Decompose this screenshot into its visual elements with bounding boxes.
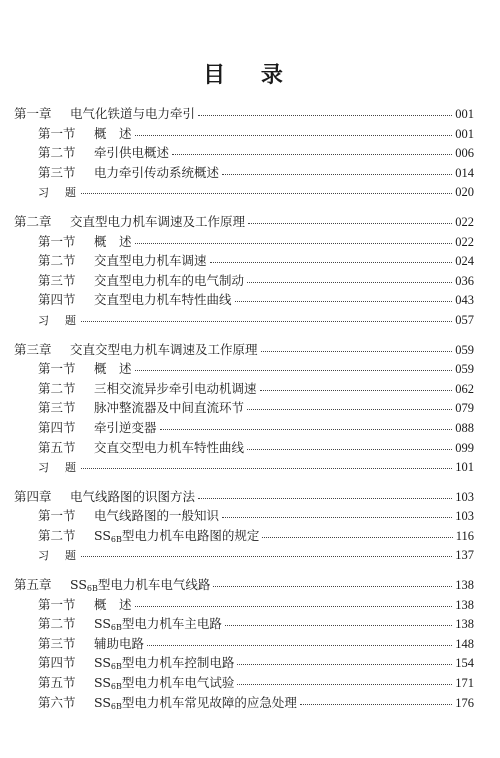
toc-entry-label: 第四章 <box>14 488 52 504</box>
toc-page-number: 006 <box>455 146 474 161</box>
toc-leader-dots <box>247 272 452 283</box>
toc-leader-dots <box>237 674 452 685</box>
toc-entry-label: 第一节 <box>38 233 76 249</box>
toc-page-number: 101 <box>455 460 474 475</box>
toc-entry-label: 第二章 <box>14 213 52 229</box>
toc-page-number: 148 <box>455 636 474 651</box>
toc-entry-title: 辅助电路 <box>94 635 145 651</box>
toc-page-number: 036 <box>455 273 474 288</box>
toc-page-number: 059 <box>455 362 474 377</box>
toc-page-number: 099 <box>455 440 474 455</box>
toc-page-number: 138 <box>455 597 474 612</box>
toc-leader-dots <box>237 654 452 665</box>
toc-leader-dots <box>135 125 453 136</box>
toc-section-row[interactable] <box>14 636 474 656</box>
toc-page-number: 079 <box>455 401 474 416</box>
toc-exercise-row[interactable] <box>14 312 474 332</box>
toc-entry-title: 电气化铁道与电力牵引 <box>70 106 196 121</box>
toc-page-number: 022 <box>455 214 474 229</box>
toc-chapter-row[interactable] <box>14 577 474 597</box>
toc-section-row[interactable] <box>14 361 474 381</box>
toc-entry-title: 牵引逆变器 <box>94 419 157 435</box>
toc-page-number: 024 <box>455 254 474 269</box>
toc-entry-label: 第四节 <box>38 655 76 671</box>
toc-page-number: 138 <box>455 578 474 593</box>
toc-entry-label: 第三章 <box>14 341 52 357</box>
toc-leader-dots <box>260 380 453 391</box>
toc-entry-label: 第一节 <box>38 125 76 141</box>
toc-entry-label: 第一节 <box>38 596 76 612</box>
toc-entry-label: 第二节 <box>38 380 76 396</box>
toc-entry-title: 概 述 <box>94 361 132 377</box>
toc-page-number: 103 <box>455 509 474 524</box>
toc-page-number: 020 <box>455 185 474 200</box>
toc-section-row[interactable] <box>14 508 474 528</box>
toc-leader-dots <box>172 144 452 155</box>
toc-entry-title: 电气线路图的识图方法 <box>70 488 196 504</box>
toc-exercise-row[interactable] <box>14 547 474 567</box>
page-title: 目 录 <box>203 62 297 88</box>
toc-leader-dots <box>160 419 453 430</box>
toc-chapter-row[interactable] <box>14 214 474 234</box>
toc-page-number: 154 <box>455 656 474 671</box>
toc-entry-title: 牵引供电概述 <box>94 145 170 161</box>
toc-entry-title: 概 述 <box>94 125 132 141</box>
toc-leader-dots <box>261 341 453 352</box>
toc-section-row[interactable] <box>14 165 474 185</box>
toc-leader-dots <box>247 399 452 410</box>
toc-leader-dots <box>81 311 452 322</box>
toc-exercise-row[interactable] <box>14 459 474 479</box>
toc-section-row[interactable] <box>14 655 474 675</box>
toc-entry-label: 第四节 <box>38 292 76 308</box>
toc-entry-label: 第一节 <box>38 361 76 377</box>
toc-page-number: 001 <box>455 126 474 141</box>
toc-entry-title: 交直型电力机车特性曲线 <box>94 292 232 308</box>
toc-section-row[interactable] <box>14 234 474 254</box>
toc-leader-dots <box>247 439 452 450</box>
toc-entry-title: $SS_{6B}$型电力机车电气线路 <box>70 577 211 594</box>
toc-leader-dots <box>81 458 452 469</box>
toc-entry-label: 习题 <box>38 186 92 200</box>
toc-page-number: 022 <box>455 234 474 249</box>
toc-page-number: 116 <box>455 528 474 543</box>
toc-entry-title: 交直型电力机车调速及工作原理 <box>70 213 246 229</box>
toc-section-row[interactable] <box>14 528 474 548</box>
toc-page-number: 137 <box>455 548 474 563</box>
toc-page-number: 001 <box>455 107 474 121</box>
toc-entry-label: 第五节 <box>38 439 76 455</box>
toc-entry-title: $SS_{6B}$型电力机车主电路 <box>94 616 222 633</box>
toc-page-number: 171 <box>455 676 474 691</box>
toc-entry-label: 第三节 <box>38 272 76 288</box>
toc-entry-label: 第二节 <box>38 527 76 543</box>
toc-entry-label: 第五章 <box>14 577 52 593</box>
toc-section-row[interactable] <box>14 381 474 401</box>
toc-section-row[interactable] <box>14 292 474 312</box>
toc-entry-title: 交直交型电力机车调速及工作原理 <box>70 341 258 357</box>
toc-leader-dots <box>300 694 452 705</box>
toc-page-number: 062 <box>455 381 474 396</box>
toc-entry-label: 习题 <box>38 549 92 563</box>
toc-entry-title: $SS_{6B}$型电力机车电路图的规定 <box>94 527 260 544</box>
toc-chapter-row[interactable] <box>14 106 474 126</box>
toc-page-number: 138 <box>455 617 474 632</box>
toc-entry-label: 第二节 <box>38 253 76 269</box>
toc-entry-label: 第一章 <box>14 106 52 121</box>
toc-entry-label: 第四节 <box>38 419 76 435</box>
toc-leader-dots <box>225 615 452 626</box>
toc-page-number: 014 <box>455 165 474 180</box>
table-of-contents <box>14 106 474 714</box>
toc-entry-title: 概 述 <box>94 233 132 249</box>
toc-entry-title: 交直型电力机车调速 <box>94 253 207 269</box>
toc-page-number: 176 <box>455 695 474 710</box>
toc-page-number: 088 <box>455 420 474 435</box>
toc-entry-label: 第二节 <box>38 616 76 632</box>
toc-leader-dots <box>213 576 452 587</box>
toc-entry-label: 第六节 <box>38 694 76 710</box>
toc-entry-title: 交直型电力机车的电气制动 <box>94 272 245 288</box>
toc-entry-label: 第三节 <box>38 635 76 651</box>
toc-section-row[interactable] <box>14 695 474 715</box>
toc-leader-dots <box>81 183 452 194</box>
toc-entry-label: 第二节 <box>38 145 76 161</box>
toc-page-number: 103 <box>455 489 474 504</box>
toc-entry-title: 概 述 <box>94 596 132 612</box>
toc-entry-label: 习题 <box>38 313 92 327</box>
toc-entry-title: 电气线路图的一般知识 <box>94 508 220 524</box>
toc-section-row[interactable] <box>14 273 474 293</box>
toc-leader-dots <box>248 213 452 224</box>
toc-section-row[interactable] <box>14 145 474 165</box>
toc-section-row[interactable] <box>14 675 474 695</box>
toc-entry-label: 习题 <box>38 461 92 475</box>
toc-leader-dots <box>81 546 452 557</box>
toc-exercise-row[interactable] <box>14 184 474 204</box>
toc-entry-title: 脉冲整流器及中间直流环节 <box>94 400 245 416</box>
toc-page-number: 059 <box>455 342 474 357</box>
toc-leader-dots <box>262 527 452 538</box>
toc-entry-label: 第三节 <box>38 400 76 416</box>
toc-section-row[interactable] <box>14 126 474 146</box>
toc-section-row[interactable] <box>14 597 474 617</box>
toc-section-row[interactable] <box>14 420 474 440</box>
toc-page-number: 057 <box>455 312 474 327</box>
toc-entry-label: 第三节 <box>38 164 76 180</box>
toc-leader-dots <box>222 164 452 175</box>
toc-entry-title: 电力牵引传动系统概述 <box>94 164 220 180</box>
toc-chapter-row[interactable] <box>14 342 474 362</box>
toc-page-number: 043 <box>455 293 474 308</box>
toc-leader-dots <box>135 233 453 244</box>
toc-leader-dots <box>222 507 452 518</box>
toc-leader-dots <box>147 635 452 646</box>
toc-entry-label: 第一节 <box>38 508 76 524</box>
toc-leader-dots <box>198 105 452 116</box>
toc-entry-label: 第五节 <box>38 675 76 691</box>
toc-leader-dots <box>135 360 453 371</box>
toc-section-row[interactable] <box>14 616 474 636</box>
toc-section-row[interactable] <box>14 253 474 273</box>
toc-leader-dots <box>198 488 452 499</box>
toc-leader-dots <box>235 291 453 302</box>
toc-chapter-row[interactable] <box>14 489 474 509</box>
toc-section-row[interactable] <box>14 400 474 420</box>
toc-entry-title: 三相交流异步牵引电动机调速 <box>94 380 257 396</box>
toc-entry-title: $SS_{6B}$型电力机车电气试验 <box>94 675 235 692</box>
toc-leader-dots <box>135 596 453 607</box>
toc-entry-title: 交直交型电力机车特性曲线 <box>94 439 245 455</box>
toc-section-row[interactable] <box>14 440 474 460</box>
toc-leader-dots <box>210 252 453 263</box>
toc-entry-title: $SS_{6B}$型电力机车控制电路 <box>94 655 235 672</box>
toc-entry-title: $SS_{6B}$型电力机车常见故障的应急处理 <box>94 694 297 711</box>
